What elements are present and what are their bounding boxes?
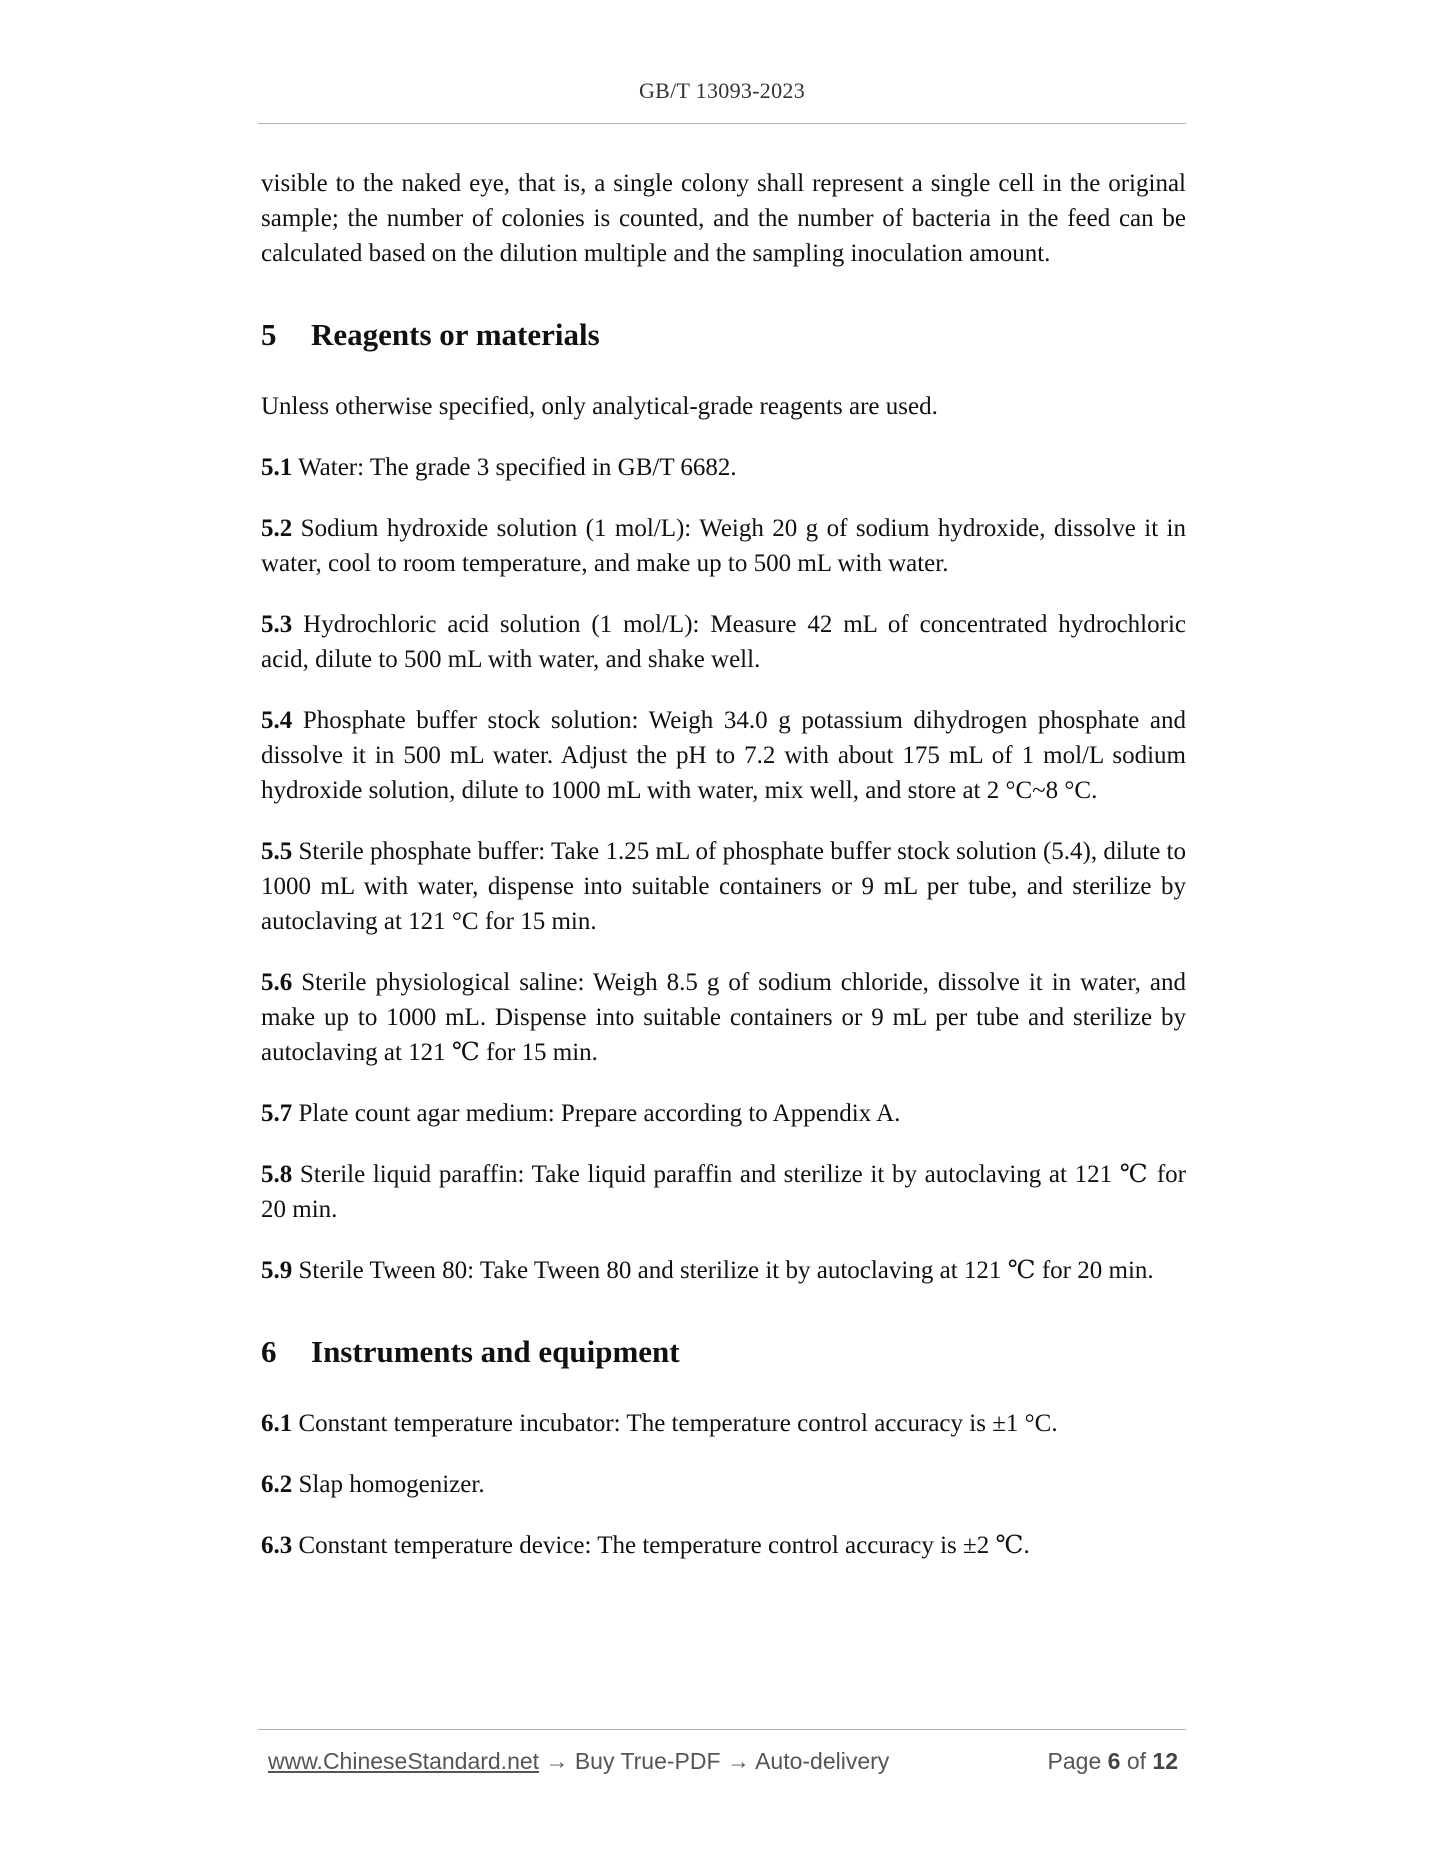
clause-text: Water: The grade 3 specified in GB/T 6682. xyxy=(298,454,737,481)
clause-5-2 xyxy=(261,511,1186,581)
page-label: Page xyxy=(1047,1748,1102,1774)
page-content xyxy=(261,166,1186,1563)
clause-number: 5.1 xyxy=(261,454,293,481)
section-5-heading xyxy=(261,315,1186,355)
clause-number: 6.2 xyxy=(261,1471,293,1498)
clause-text: Plate count agar medium: Prepare according to Appendix A. xyxy=(298,1100,901,1127)
current-page-number: 6 xyxy=(1107,1748,1121,1774)
clause-text: Sodium hydroxide solution (1 mol/L): Weigh 20 g of sodium hydroxide, dissolve it in water, cool to room temperature, and make up to 500 mL with water. xyxy=(261,515,1187,577)
clause-5-6 xyxy=(261,965,1186,1070)
clause-5-4 xyxy=(261,703,1186,808)
clause-5-5 xyxy=(261,834,1186,939)
auto-delivery-text: Auto-delivery xyxy=(755,1748,890,1774)
clause-number: 5.8 xyxy=(261,1161,293,1188)
clause-number: 5.7 xyxy=(261,1100,293,1127)
clause-number: 5.6 xyxy=(261,969,293,996)
clause-text: Slap homogenizer. xyxy=(298,1471,485,1498)
clause-text: Sterile phosphate buffer: Take 1.25 mL of phosphate buffer stock solution (5.4), dilute to 1000 mL with water, dispense into suitable containers or 9 mL per tube, and sterilize by autoclaving at 121 °C for 15 min. xyxy=(261,838,1187,935)
clause-text: Sterile liquid paraffin: Take liquid paraffin and sterilize it by autoclaving at 121 ℃ for 20 min. xyxy=(261,1161,1187,1223)
clause-number: 6.3 xyxy=(261,1532,293,1559)
clause-number: 5.4 xyxy=(261,707,293,734)
page-indicator xyxy=(1048,1748,1178,1775)
arrow-right-icon: → xyxy=(545,1748,569,1774)
clause-number: 5.5 xyxy=(261,838,293,865)
clause-text: Sterile physiological saline: Weigh 8.5 g of sodium chloride, dissolve it in water, and make up to 1000 mL. Dispense into suitable containers or 9 mL per tube and sterilize by autoclaving at 121 ℃ for 15 min. xyxy=(261,969,1186,1066)
total-pages-number: 12 xyxy=(1152,1748,1178,1774)
clause-text: Hydrochloric acid solution (1 mol/L): Measure 42 mL of concentrated hydrochloric acid, dilute to 500 mL with water, and shake well. xyxy=(261,611,1186,673)
footer-promo xyxy=(268,1748,889,1775)
site-link[interactable]: www.ChineseStandard.net xyxy=(268,1748,540,1774)
header-divider xyxy=(258,123,1186,124)
clause-6-1 xyxy=(261,1406,1186,1441)
arrow-right-icon: → xyxy=(726,1748,750,1774)
section-5-title: Reagents or materials xyxy=(311,317,600,352)
clause-text: Constant temperature device: The temperature control accuracy is ±2 ℃. xyxy=(298,1532,1030,1559)
clause-5-1 xyxy=(261,450,1186,485)
clause-5-9 xyxy=(261,1253,1186,1288)
clause-5-3 xyxy=(261,607,1186,677)
section-6-title: Instruments and equipment xyxy=(311,1334,680,1369)
footer-divider xyxy=(258,1729,1186,1730)
clause-number: 6.1 xyxy=(261,1410,293,1437)
section-6-heading xyxy=(261,1332,1186,1372)
section-6-number: 6 xyxy=(261,1334,277,1369)
clause-6-2 xyxy=(261,1467,1186,1502)
page-header: GB/T 13093-2023 xyxy=(638,78,806,103)
clause-text: Constant temperature incubator: The temperature control accuracy is ±1 °C. xyxy=(298,1410,1058,1437)
clause-5-7 xyxy=(261,1096,1186,1131)
buy-true-pdf-text: Buy True-PDF xyxy=(574,1748,721,1774)
clause-number: 5.3 xyxy=(261,611,293,638)
clause-text: Sterile Tween 80: Take Tween 80 and sterilize it by autoclaving at 121 ℃ for 20 min. xyxy=(298,1257,1154,1284)
of-label: of xyxy=(1126,1748,1147,1774)
clause-number: 5.9 xyxy=(261,1257,293,1284)
clause-5-8 xyxy=(261,1157,1186,1227)
clause-number: 5.2 xyxy=(261,515,293,542)
clause-6-3 xyxy=(261,1528,1186,1563)
clause-text: Phosphate buffer stock solution: Weigh 34.0 g potassium dihydrogen phosphate and dissolve it in 500 mL water. Adjust the pH to 7.2 with about 175 mL of 1 mol/L sodium hydroxide solution, dilute to 1000 mL with water, mix well, and store at 2 °C~8 °C. xyxy=(261,707,1187,804)
section-5-intro: Unless otherwise specified, only analytical-grade reagents are used. xyxy=(261,393,938,420)
section-5-number: 5 xyxy=(261,317,277,352)
intro-paragraph: visible to the naked eye, that is, a single colony shall represent a single cell in the original sample; the number of colonies is counted, and the number of bacteria in the feed can be calculated based on the dilution multiple and the sampling inoculation amount. xyxy=(261,170,1186,267)
